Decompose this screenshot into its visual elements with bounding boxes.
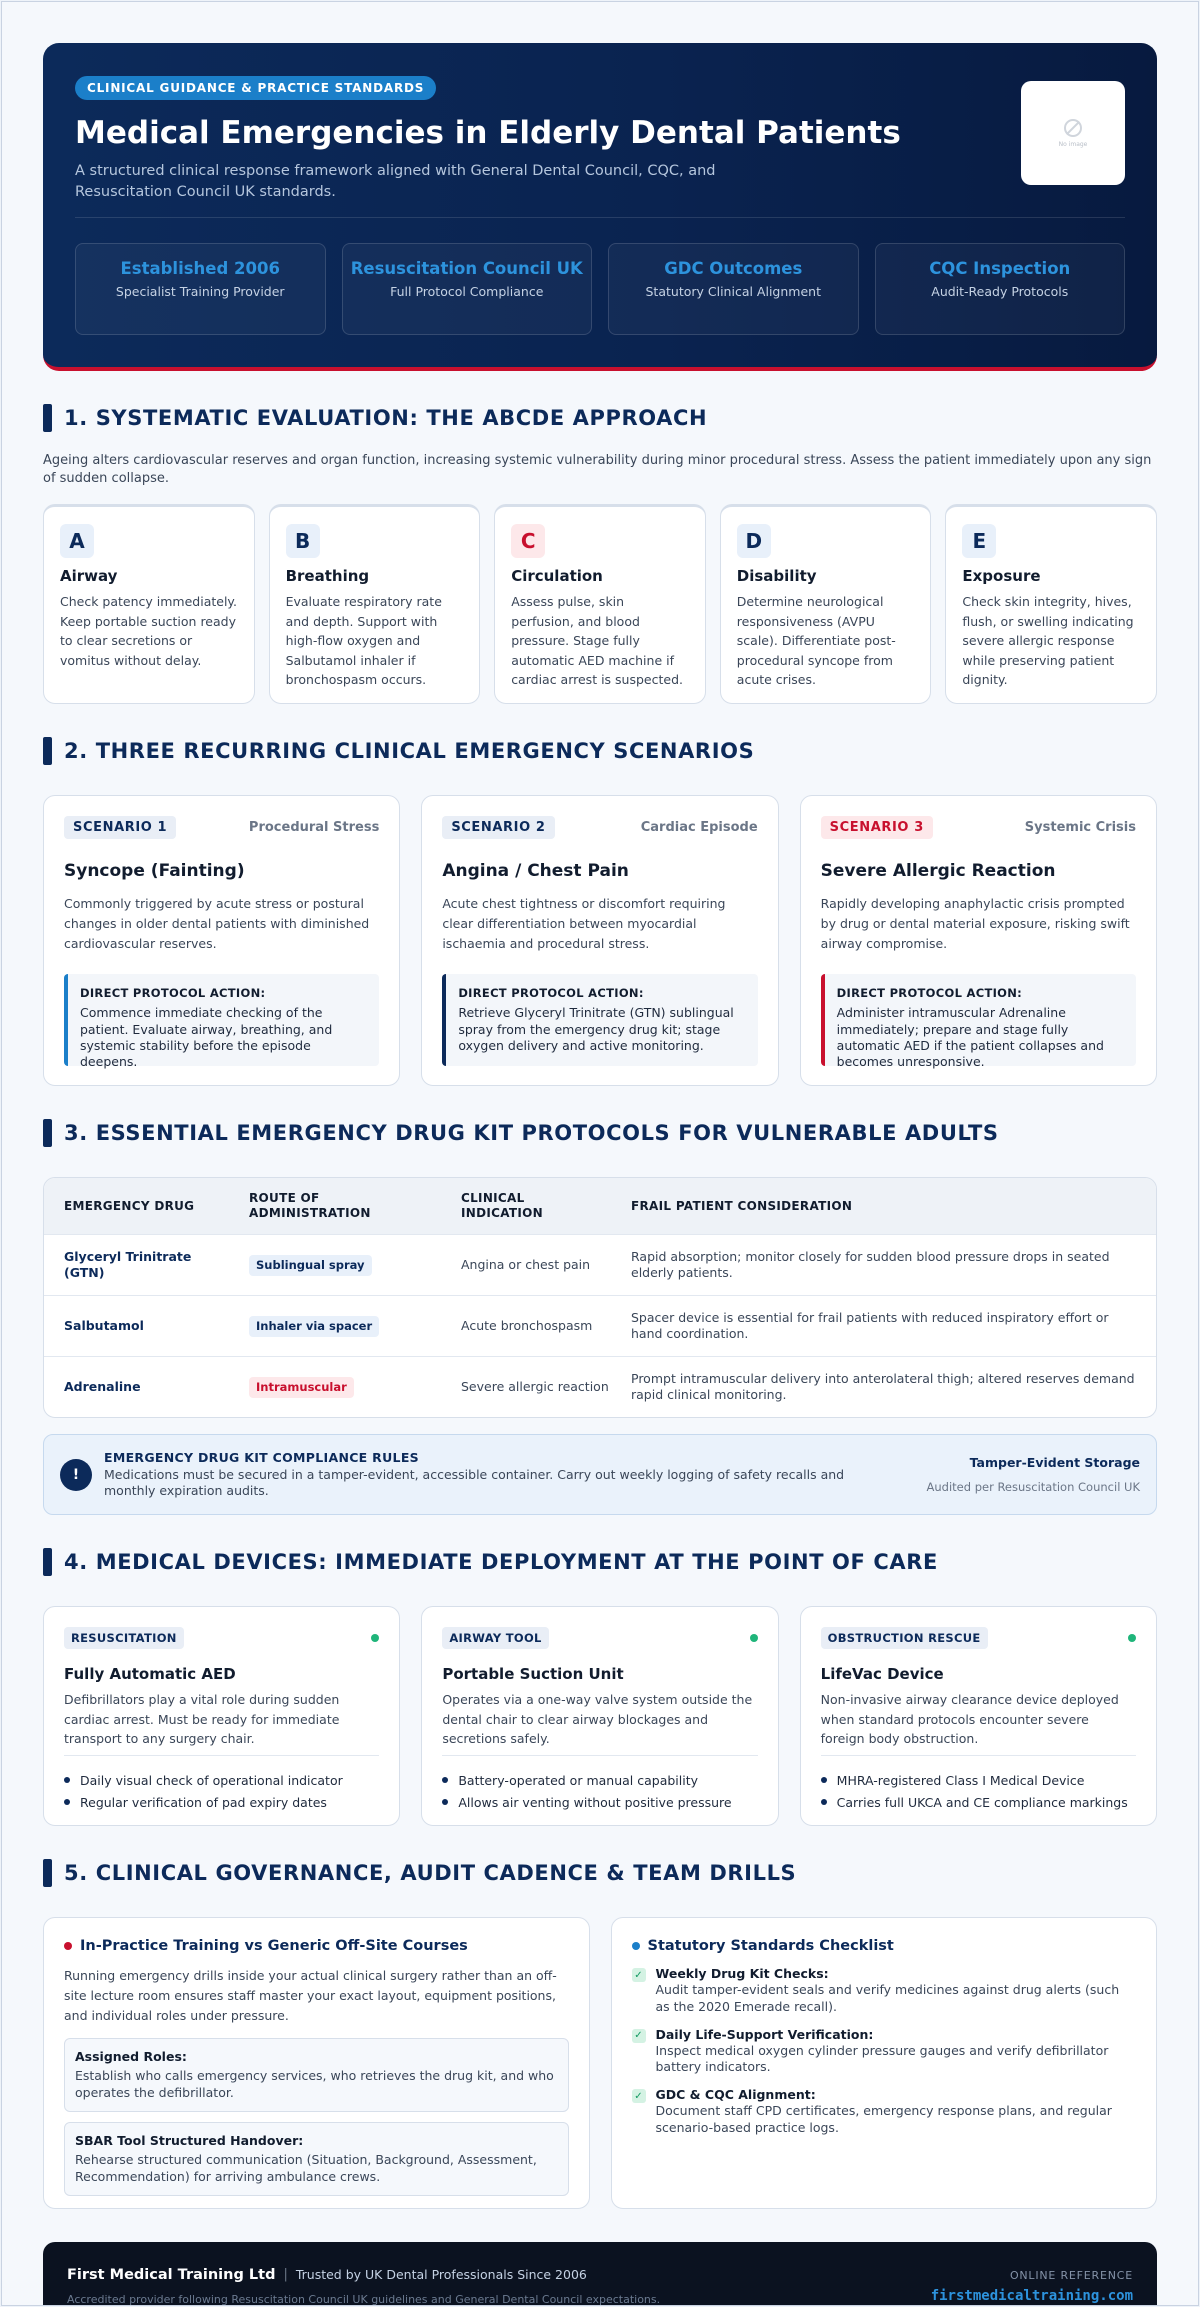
route-badge: Intramuscular <box>249 1377 354 1398</box>
section-title: 5. CLINICAL GOVERNANCE, AUDIT CADENCE & TEAM DRILLS <box>64 1861 797 1886</box>
stat-subtitle: Full Protocol Compliance <box>390 284 544 300</box>
role-title: Assigned Roles: <box>75 2049 187 2065</box>
section-heading <box>43 737 1157 765</box>
section-bar <box>43 1119 52 1147</box>
section-heading <box>43 1119 1157 1147</box>
device-card <box>421 1606 778 1826</box>
scenario-cards <box>43 795 1157 1086</box>
abcde-name: Circulation <box>511 567 603 586</box>
scenario-text: Commonly triggered by acute stress or postural changes in older dental patients with diminished cardiovascular reserves. <box>64 896 370 952</box>
device-card <box>800 1606 1157 1826</box>
scenario-text: Rapidly developing anaphylactic crisis prompted by drug or dental material exposure, risking swift airway compromise. <box>820 896 1130 952</box>
abcde-letter: C <box>511 524 545 558</box>
storage-title: Tamper-Evident Storage <box>969 1455 1140 1471</box>
abcde-text: Check skin integrity, hives, flush, or swelling indicating severe allergic response while preserving patient dignity. <box>962 594 1134 687</box>
storage-subtitle: Audited per Resuscitation Council UK <box>926 1480 1140 1495</box>
table-row <box>44 1295 1156 1356</box>
protocol-heading: DIRECT PROTOCOL ACTION: <box>458 986 644 1001</box>
page <box>1 1 1199 2306</box>
device-cards <box>43 1606 1157 1826</box>
bullet-dot-icon <box>632 1942 640 1950</box>
section-intro: Ageing alters cardiovascular reserves and organ function, increasing systemic vulnerability during minor procedural stress. Assess the patient immediately upon any sign of sudden collapse. <box>43 453 1152 487</box>
table-row <box>44 1234 1156 1295</box>
scenario-card <box>800 795 1157 1086</box>
card-text: Running emergency drills inside your actual clinical surgery rather than an off-site lecture room ensures staff master your exact layout, equipment positions, and individual roles under pressure. <box>64 1968 557 2024</box>
column-header: ROUTE OF ADMINISTRATION <box>249 1190 371 1221</box>
protocol-action-box <box>64 974 379 1070</box>
section-heading <box>43 404 1157 432</box>
abcde-card <box>720 504 932 704</box>
protocol-heading: DIRECT PROTOCOL ACTION: <box>836 986 1023 1001</box>
divider <box>64 1755 379 1756</box>
device-card <box>43 1606 400 1826</box>
checkmark-icon: ✓ <box>632 2029 646 2043</box>
abcde-name: Breathing <box>285 567 370 586</box>
abcde-card <box>494 504 706 704</box>
training-card <box>43 1917 590 2209</box>
checklist-item <box>632 2087 1137 2136</box>
card-title: Statutory Standards Checklist <box>647 1938 894 1955</box>
footer-separator: | <box>283 2267 288 2283</box>
stat-subtitle: Statutory Clinical Alignment <box>645 284 821 300</box>
page-subtitle: A structured clinical response framework aligned with General Dental Council, CQC, and Resuscitation Council UK standards. <box>75 162 716 200</box>
stat-subtitle: Specialist Training Provider <box>115 284 285 300</box>
role-box <box>64 2038 569 2112</box>
scenario-card <box>43 795 400 1086</box>
abcde-name: Exposure <box>962 567 1041 586</box>
protocol-text: Administer intramuscular Adrenaline immediately; prepare and stage fully automatic AED if the patient collapses and becomes unresponsive. <box>836 1005 1104 1070</box>
stat-card <box>75 243 326 335</box>
device-points <box>442 1769 757 1813</box>
abcde-letter: D <box>737 524 771 558</box>
abcde-card <box>945 504 1157 704</box>
column-header: FRAIL PATIENT CONSIDERATION <box>631 1198 853 1213</box>
indication-cell: Severe allergic reaction <box>461 1379 609 1395</box>
logo-placeholder-text: No image <box>1058 140 1088 148</box>
route-badge: Sublingual spray <box>249 1255 372 1276</box>
scenario-tag: SCENARIO 1 <box>64 816 176 839</box>
protocol-text: Commence immediate checking of the patient. Evaluate airway, breathing, and systemic stability before the episode deepens. <box>80 1005 333 1070</box>
drug-name: Glyceryl Trinitrate (GTN) <box>64 1249 192 1281</box>
scenario-category: Cardiac Episode <box>640 820 758 836</box>
section-bar <box>43 737 52 765</box>
abcde-card <box>269 504 481 704</box>
scenario-title: Syncope (Fainting) <box>64 861 245 882</box>
checklist-card <box>611 1917 1158 2209</box>
checklist-item <box>632 2027 1137 2076</box>
scenario-title: Angina / Chest Pain <box>442 861 629 882</box>
table-header-row <box>44 1178 1156 1234</box>
indication-cell: Angina or chest pain <box>461 1257 591 1273</box>
scenario-category: Systemic Crisis <box>1024 820 1136 836</box>
scenario-card <box>421 795 778 1086</box>
compliance-text: Medications must be secured in a tamper-evident, accessible container. Carry out weekly logging of safety recalls and monthly expiration audits. <box>104 1467 845 1499</box>
section-bar <box>43 404 52 432</box>
protocol-text: Retrieve Glyceryl Trinitrate (GTN) sublingual spray from the emergency drug kit; stage oxygen delivery and active monitoring. <box>458 1005 734 1053</box>
consideration-cell: Prompt intramuscular delivery into anterolateral thigh; altered reserves demand rapid clinical monitoring. <box>631 1371 1135 1403</box>
governance-cards <box>43 1917 1157 2209</box>
scenario-category: Procedural Stress <box>248 820 380 836</box>
list-item: Regular verification of pad expiry dates <box>64 1791 379 1813</box>
check-text: Audit tamper-evident seals and verify medicines against drug alerts (such as the 2020 Emerade recall). <box>655 1982 1120 2014</box>
stat-title: GDC Outcomes <box>664 259 803 278</box>
protocol-action-box <box>442 974 757 1066</box>
footer-brand: First Medical Training Ltd <box>67 2266 276 2283</box>
table-row <box>44 1356 1156 1417</box>
hero-divider <box>75 217 1125 218</box>
consideration-cell: Rapid absorption; monitor closely for sudden blood pressure drops in seated elderly patients. <box>631 1249 1110 1281</box>
website-link[interactable]: firstmedicaltraining.com <box>930 2287 1133 2304</box>
device-tag: AIRWAY TOOL <box>442 1627 548 1649</box>
check-title: GDC & CQC Alignment: <box>655 2087 816 2103</box>
abcde-text: Check patency immediately. Keep portable suction ready to clear secretions or vomitus without delay. <box>60 594 238 668</box>
abcde-letter: A <box>60 524 94 558</box>
scenario-text: Acute chest tightness or discomfort requiring clear differentiation between myocardial ischaemia and procedural stress. <box>442 896 726 952</box>
device-title: LifeVac Device <box>820 1665 944 1684</box>
list-item: Daily visual check of operational indicator <box>64 1769 379 1791</box>
abcde-letter: B <box>286 524 320 558</box>
footer-trust: Trusted by UK Dental Professionals Since 2006 <box>295 2267 587 2283</box>
device-tag: OBSTRUCTION RESCUE <box>821 1627 988 1649</box>
checklist-item <box>632 1966 1137 2015</box>
abcde-text: Determine neurological responsiveness (AVPU scale). Differentiate post-procedural syncope from acute crises. <box>736 594 896 687</box>
stats-row <box>75 243 1125 335</box>
section-title: 4. MEDICAL DEVICES: IMMEDIATE DEPLOYMENT AT THE POINT OF CARE <box>64 1550 938 1575</box>
consideration-cell: Spacer device is essential for frail patients with reduced inspiratory effort or hand coordination. <box>631 1310 1109 1342</box>
scenario-tag: SCENARIO 2 <box>442 816 554 839</box>
stat-title: Resuscitation Council UK <box>350 259 583 278</box>
device-title: Portable Suction Unit <box>442 1665 624 1684</box>
column-header: EMERGENCY DRUG <box>64 1198 195 1213</box>
abcde-cards <box>43 504 1157 704</box>
checkmark-icon: ✓ <box>632 1968 646 1982</box>
compliance-rules-box <box>43 1434 1157 1515</box>
divider <box>821 1755 1136 1756</box>
drug-kit-table <box>43 1177 1157 1418</box>
protocol-action-box <box>821 974 1136 1070</box>
check-title: Weekly Drug Kit Checks: <box>655 1966 829 1982</box>
drug-name: Salbutamol <box>64 1318 144 1334</box>
check-text: Inspect medical oxygen cylinder pressure gauges and verify defibrillator battery indicators. <box>655 2042 1109 2075</box>
status-dot-icon <box>1128 1634 1136 1642</box>
stat-subtitle: Audit-Ready Protocols <box>931 284 1069 300</box>
section-title: 3. ESSENTIAL EMERGENCY DRUG KIT PROTOCOLS FOR VULNERABLE ADULTS <box>64 1121 999 1146</box>
guidance-badge: CLINICAL GUIDANCE & PRACTICE STANDARDS <box>75 76 436 100</box>
section-title: 1. SYSTEMATIC EVALUATION: THE ABCDE APPROACH <box>64 406 708 430</box>
device-points <box>821 1769 1136 1813</box>
section-bar <box>43 1859 52 1887</box>
status-dot-icon <box>750 1634 758 1642</box>
list-item: Allows air venting without positive pressure <box>442 1791 757 1813</box>
section-bar <box>43 1548 52 1576</box>
checkmark-icon: ✓ <box>632 2089 646 2103</box>
scenario-tag: SCENARIO 3 <box>821 816 933 839</box>
status-dot-icon <box>371 1634 379 1642</box>
role-title: SBAR Tool Structured Handover: <box>75 2133 304 2149</box>
section-heading <box>43 1548 1157 1576</box>
device-text: Operates via a one-way valve system outside the dental chair to clear airway blockages and secretions safely. <box>442 1692 753 1747</box>
section-title: 2. THREE RECURRING CLINICAL EMERGENCY SCENARIOS <box>64 739 755 764</box>
alert-icon: ! <box>60 1459 92 1491</box>
route-badge: Inhaler via spacer <box>249 1316 379 1337</box>
scenario-title: Severe Allergic Reaction <box>820 861 1056 882</box>
divider <box>442 1755 757 1756</box>
list-item: MHRA-registered Class I Medical Device <box>821 1769 1136 1791</box>
drug-name: Adrenaline <box>64 1379 141 1395</box>
abcde-name: Airway <box>60 567 118 586</box>
compliance-title: EMERGENCY DRUG KIT COMPLIANCE RULES <box>104 1450 419 1466</box>
stat-title: CQC Inspection <box>929 259 1071 278</box>
abcde-text: Assess pulse, skin perfusion, and blood pressure. Stage fully automatic AED machine if cardiac arrest is suspected. <box>511 594 683 687</box>
abcde-name: Disability <box>736 567 817 586</box>
list-item: Battery-operated or manual capability <box>442 1769 757 1791</box>
footer-accreditation: Accredited provider following Resuscitation Council UK guidelines and General Dental Council expectations. <box>67 2292 661 2306</box>
stat-title: Established 2006 <box>120 259 280 278</box>
column-header: CLINICAL INDICATION <box>461 1190 543 1221</box>
abcde-letter: E <box>962 524 996 558</box>
role-box <box>64 2122 569 2196</box>
bullet-dot-icon <box>64 1942 72 1950</box>
abcde-text: Evaluate respiratory rate and depth. Support with high-flow oxygen and Salbutamol inhaler if bronchospasm occurs. <box>285 594 442 687</box>
role-text: Establish who calls emergency services, who retrieves the drug kit, and who operates the defibrillator. <box>75 2068 554 2101</box>
device-text: Non-invasive airway clearance device deployed when standard protocols encounter severe foreign body obstruction. <box>820 1692 1119 1747</box>
device-text: Defibrillators play a vital role during sudden cardiac arrest. Must be ready for immediate transport to any surgery chair. <box>64 1692 340 1747</box>
stat-card <box>342 243 593 335</box>
stat-card <box>608 243 859 335</box>
hero-banner <box>43 43 1157 371</box>
stat-card <box>875 243 1126 335</box>
section-heading <box>43 1859 1157 1887</box>
device-tag: RESUSCITATION <box>64 1627 184 1649</box>
device-points <box>64 1769 379 1813</box>
role-text: Rehearse structured communication (Situation, Background, Assessment, Recommendation) for arriving ambulance crews. <box>75 2152 537 2184</box>
indication-cell: Acute bronchospasm <box>461 1318 593 1334</box>
abcde-card <box>43 504 255 704</box>
check-text: Document staff CPD certificates, emergency response plans, and regular scenario-based practice logs. <box>655 2103 1112 2135</box>
footer <box>43 2242 1157 2306</box>
card-title: In-Practice Training vs Generic Off-Site Courses <box>80 1938 468 1955</box>
page-title: Medical Emergencies in Elderly Dental Patients <box>75 115 901 151</box>
logo-placeholder <box>1021 81 1125 185</box>
broken-image-icon <box>1064 119 1082 137</box>
list-item: Carries full UKCA and CE compliance markings <box>821 1791 1136 1813</box>
check-title: Daily Life-Support Verification: <box>655 2026 874 2042</box>
online-reference-label: ONLINE REFERENCE <box>1009 2268 1133 2282</box>
protocol-heading: DIRECT PROTOCOL ACTION: <box>80 986 266 1001</box>
device-title: Fully Automatic AED <box>64 1665 236 1684</box>
